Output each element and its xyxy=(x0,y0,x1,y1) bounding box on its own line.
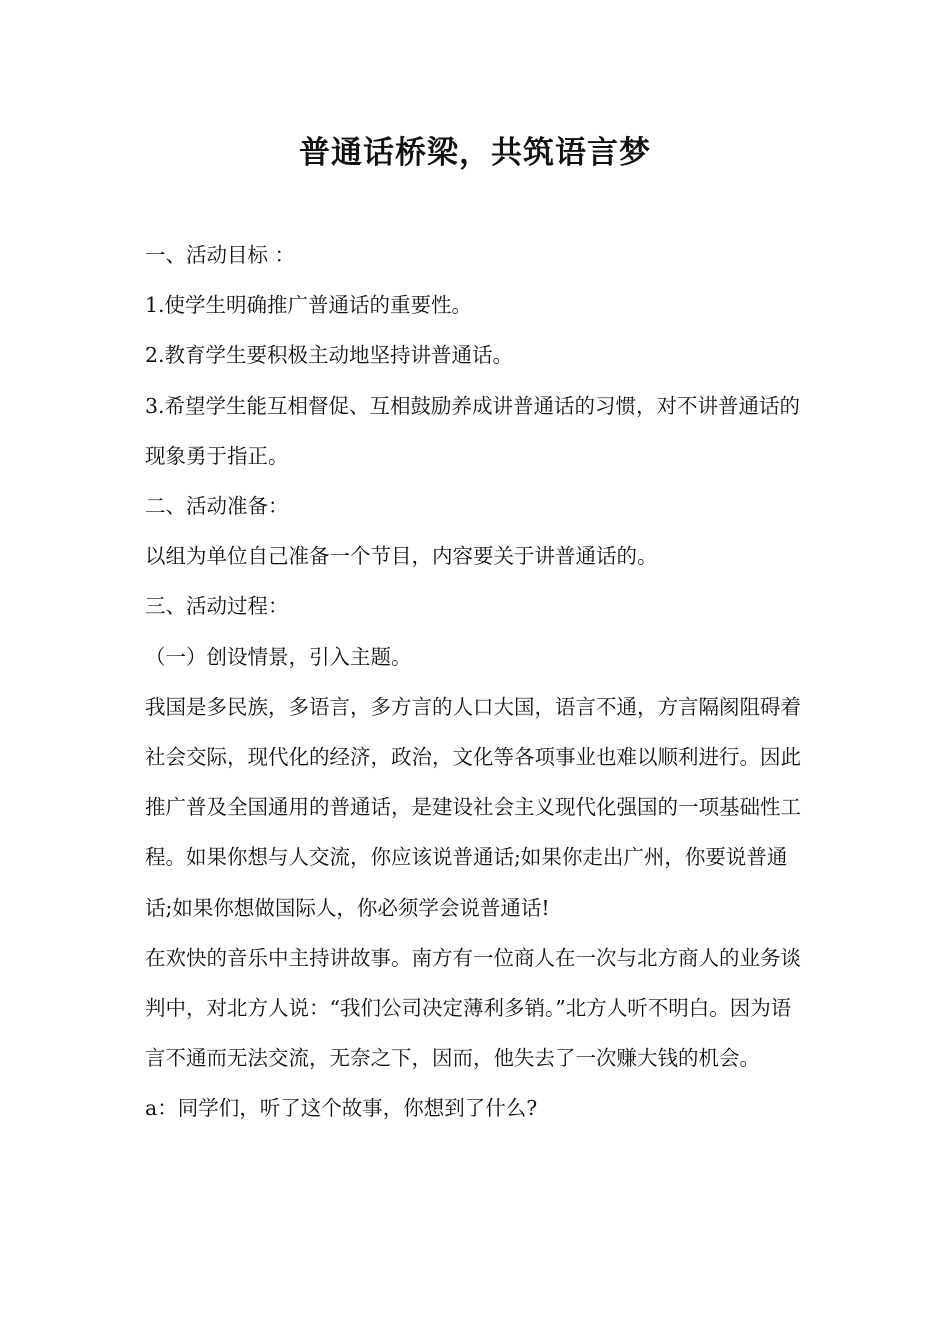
document-body xyxy=(145,230,809,1134)
heading-activity-goals: 一、活动目标 ： xyxy=(145,243,296,267)
goal-item-2: 2.教育学生要积极主动地坚持讲普通话。 xyxy=(145,343,514,368)
heading-activity-preparation: 二、活动准备： xyxy=(145,494,289,519)
paragraph-question: a：同学们，听了这个故事，你想到了什么? xyxy=(145,1096,538,1121)
goal-item-1: 1.使学生明确推广普通话的重要性。 xyxy=(145,293,473,318)
paragraph-story: 在欢快的音乐中主持讲故事。南方有一位商人在一次与北方商人的业务谈判中，对北方人说：“我们公司决定薄利多销。”北方人听不明白。因为语言不通而无法交流，无奈之下，因而，他失去了一次赚大钱的机会。 xyxy=(145,945,801,1071)
heading-activity-process: 三、活动过程： xyxy=(145,594,289,619)
goal-item-3: 3.希望学生能互相督促、互相鼓励养成讲普通话的习惯，对不讲普通话的现象勇于指正。 xyxy=(145,393,801,468)
preparation-text: 以组为单位自己准备一个节目，内容要关于讲普通话的。 xyxy=(145,544,658,569)
paragraph-introduction: 我国是多民族，多语言，多方言的人口大国，语言不通，方言隔阂阻碍着社会交际，现代化的经济，政治，文化等各项事业也难以顺利进行。因此推广普及全国通用的普通话，是建设社会主义现代化强国的一项基础性工程。如果你想与人交流，你应该说普通话;如果你走出广州，你要说普通话;如果你想做国际人，你必须学会说普通话! xyxy=(145,694,801,920)
subheading-scene-setting: （一）创设情景，引入主题。 xyxy=(145,644,412,669)
document-title: 普通话桥梁，共筑语言梦 xyxy=(299,135,651,171)
